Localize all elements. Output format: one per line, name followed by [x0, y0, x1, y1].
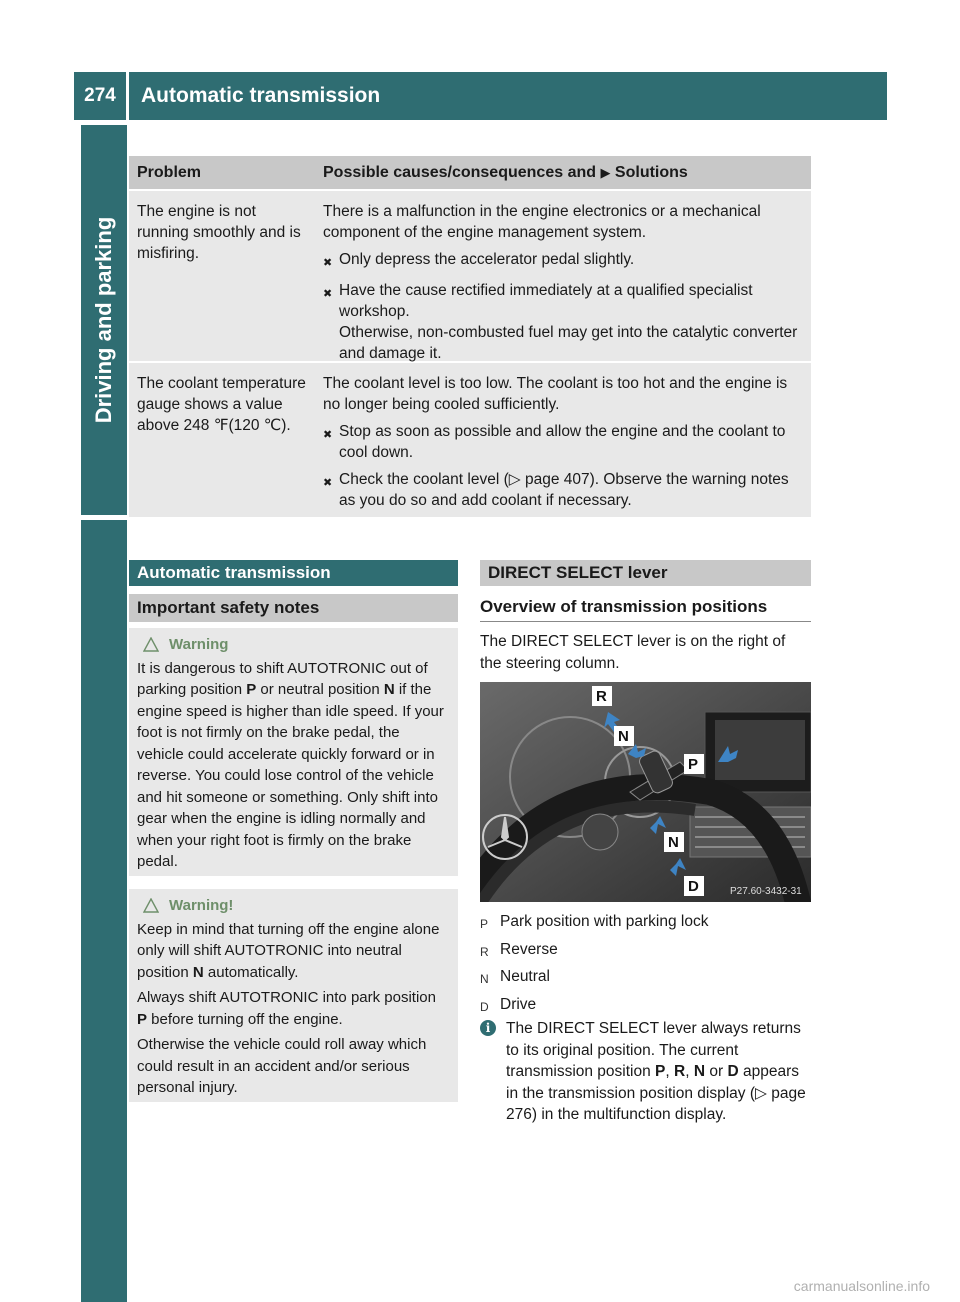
- step-arrow-icon: ✖: [323, 429, 333, 441]
- label-n-bottom: N: [668, 834, 679, 851]
- table-row: [129, 191, 811, 361]
- legend: [480, 911, 811, 1021]
- side-tab-label: Driving and parking: [91, 216, 116, 424]
- warning-box: Warning! Keep in mind that turning off the engine alone only will shift AUTOTRONIC into neutral position N automatically. Always shift AUTOTRONIC into park position P before turning off the engine. Otherwise the vehicle could roll away which could result in an accident and/or serious personal injury.: [129, 889, 458, 1102]
- step-arrow-icon: ✖: [323, 257, 333, 269]
- troubleshooting-table: [129, 156, 811, 517]
- step-arrow-icon: ✖: [323, 477, 333, 489]
- side-tab-bottom: [81, 520, 127, 1302]
- col-problem-header: Problem: [137, 163, 202, 181]
- label-r: R: [596, 688, 607, 705]
- list-item: D Drive: [480, 995, 537, 1014]
- problem-cell: The engine is not running smoothly and is misfiring.: [137, 203, 301, 262]
- solution-cell: The coolant level is too low. The coolant is too hot and the engine is no longer being cooled sufficiently. ✖ Stop as soon as possible and allow the engine and the coolant to cool down. ✖ Check the coolant level (▷ page 407). Observe the warning notes as you do so and add coolant if necessary.: [323, 375, 789, 509]
- watermark: carmanualsonline.info: [793, 1278, 930, 1294]
- page-number: 274: [74, 72, 126, 120]
- list-item: N Neutral: [480, 968, 550, 986]
- step-arrow-icon: ✖: [323, 288, 333, 300]
- solution-cell: There is a malfunction in the engine electronics or a mechanical component of the engine management system. ✖ Only depress the accelerator pedal slightly. ✖ Have the cause rectified immediately at a qualified specialist workshop. Otherwise, non-combusted fuel may get into the catalytic converter and damage it.: [323, 203, 798, 362]
- intro-text: The DIRECT SELECT lever is on the right of the steering column.: [480, 633, 786, 672]
- table-row: [129, 363, 811, 517]
- warning-triangle-icon: [143, 637, 159, 652]
- table-header: [129, 156, 811, 189]
- label-p: P: [688, 756, 699, 773]
- section-title: Automatic transmission: [129, 560, 458, 586]
- page-title: Automatic transmission: [129, 72, 887, 120]
- warning-box: Warning It is dangerous to shift AUTOTRONIC out of parking position P or neutral position N if the engine speed is higher than idle speed. If your foot is not firmly on the brake pedal, the vehicle could accelerate quickly forward or in reverse. You could lose control of the vehicle and hit someone or something. Only shift into gear when the engine is idling normally and when your right foot is firmly on the brake pedal.: [129, 628, 458, 876]
- info-note: i The DIRECT SELECT lever always returns to its original position. The current transmission position P, R, N or D appears in the transmission position display (▷ page 276) in the multifunction display.: [480, 1018, 811, 1126]
- problem-cell: The coolant temperature gauge shows a value above 248 ℉(120 ℃).: [137, 375, 306, 434]
- arrow-right-icon: ▶: [600, 164, 611, 180]
- col-solutions-header: Possible causes/consequences and ▶ Solutions: [323, 163, 688, 181]
- label-d: D: [688, 878, 699, 895]
- steering-wheel-photo: [480, 682, 811, 902]
- info-icon: i: [480, 1020, 496, 1036]
- photo-code: P27.60-3432-31: [730, 886, 802, 897]
- list-item: R Reverse: [480, 940, 558, 959]
- warning-triangle-icon: [143, 898, 159, 913]
- label-n-top: N: [618, 728, 629, 745]
- subsection-title: Overview of transmission positions: [480, 597, 811, 622]
- section-title: DIRECT SELECT lever: [480, 560, 811, 586]
- subsection-title: Important safety notes: [129, 594, 458, 622]
- list-item: P Park position with parking lock: [480, 913, 709, 931]
